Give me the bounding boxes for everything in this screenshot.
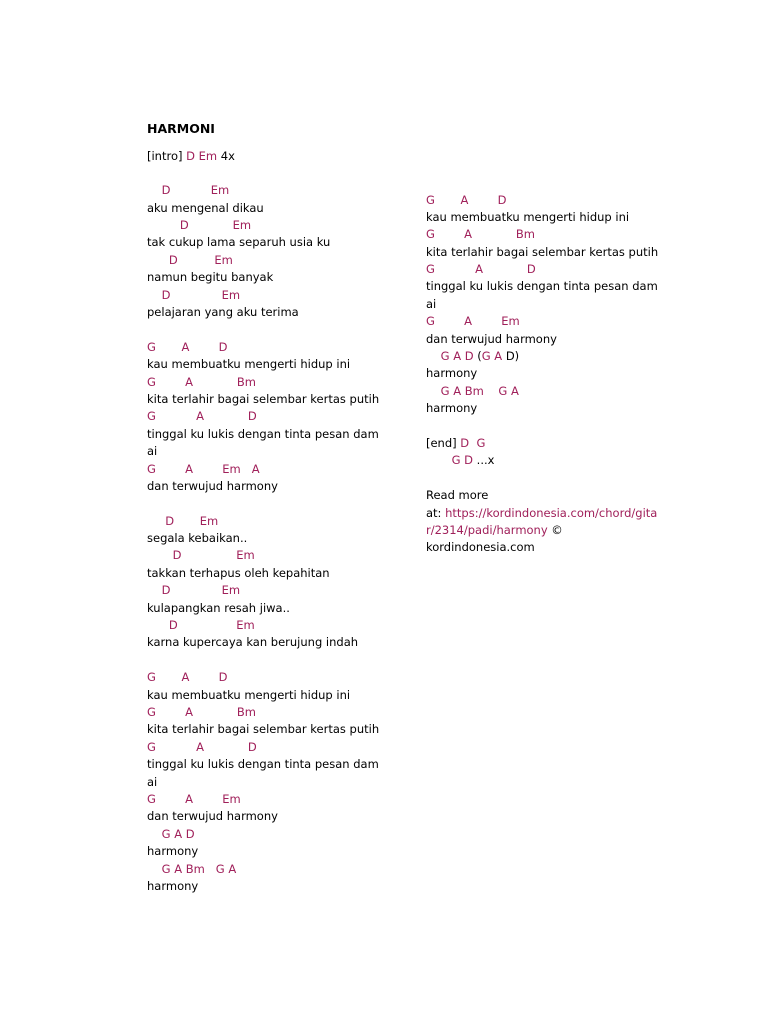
chord-line: G A D — [147, 826, 195, 841]
lyric-line: ai — [426, 296, 437, 311]
chord-line: G A D — [147, 670, 228, 685]
lyric-line: tak cukup lama separuh usia ku — [147, 235, 331, 250]
chord-text: D G — [460, 435, 486, 450]
plain-text: at: — [426, 505, 446, 520]
lyric-line: kita terlahir bagai selembar kertas putih — [147, 391, 380, 406]
chord-text: G A — [481, 349, 503, 364]
chord-line: G A Bm G A — [426, 383, 519, 398]
chord-line: G A D — [426, 192, 507, 207]
plain-text: ...x — [476, 453, 495, 468]
left-column — [147, 148, 417, 896]
lyric-line: kau membuatku mengerti hidup ini — [147, 687, 351, 702]
lyric-line: tinggal ku lukis dengan tinta pesan dam — [426, 279, 658, 294]
lyric-line: namun begitu banyak — [147, 270, 274, 285]
chord-line: D Em — [147, 183, 230, 198]
lyric-line: harmony — [426, 366, 478, 381]
lyric-line: Read more — [426, 488, 489, 503]
lyric-line: karna kupercaya kan berujung indah — [147, 635, 359, 650]
chord-text: G A D — [426, 349, 478, 364]
blank-line — [147, 321, 417, 338]
lyric-line: takkan terhapus oleh kepahitan — [147, 565, 330, 580]
lyric-line: ai — [147, 444, 158, 459]
mixed-line — [426, 522, 696, 539]
chord-line: G A D — [426, 262, 536, 277]
mixed-line — [426, 435, 696, 452]
lyric-line: kau membuatku mengerti hidup ini — [147, 357, 351, 372]
source-link[interactable]: https://kordindonesia.com/chord/gita — [445, 505, 658, 520]
chord-line: G A Bm — [426, 227, 535, 242]
blank-line — [147, 495, 417, 512]
chord-text: D Em — [186, 148, 218, 163]
lyric-line: tinggal ku lukis dengan tinta pesan dam — [147, 426, 379, 441]
chord-line: G A D — [147, 409, 257, 424]
lyric-line: kulapangkan resah jiwa.. — [147, 600, 290, 615]
lyric-line: kordindonesia.com — [426, 540, 535, 555]
mixed-line — [426, 452, 696, 469]
chord-line: G A D — [147, 739, 257, 754]
chord-line: D Em — [147, 513, 219, 528]
lyric-line: ai — [147, 774, 158, 789]
blank-line — [426, 470, 696, 487]
plain-text: © — [547, 522, 563, 537]
chord-line: G A Bm — [147, 705, 256, 719]
blank-line — [426, 418, 696, 435]
mixed-line — [426, 505, 696, 522]
mixed-line — [426, 348, 696, 365]
song-title: HARMONI — [147, 121, 215, 136]
lyric-line: kita terlahir bagai selembar kertas putih — [426, 244, 659, 259]
lyric-line: harmony — [147, 878, 199, 893]
chord-line: D Em — [147, 287, 241, 302]
plain-text: ( — [477, 349, 482, 364]
plain-text: 4x — [217, 148, 235, 163]
plain-text: [end] — [426, 435, 461, 450]
source-link[interactable]: r/2314/padi/harmony — [426, 522, 548, 537]
chord-text: G D — [426, 453, 477, 468]
chord-line: D Em — [147, 618, 255, 633]
blank-line — [147, 652, 417, 669]
chord-line: G A Bm G A — [147, 861, 237, 876]
lyric-line: kau membuatku mengerti hidup ini — [426, 209, 630, 224]
right-column — [426, 192, 696, 557]
chord-line: D Em — [147, 548, 255, 563]
chord-line: G A Em — [147, 791, 241, 806]
chord-line: G A D — [147, 339, 228, 354]
lyric-line: dan terwujud harmony — [147, 478, 278, 493]
lyric-line: tinggal ku lukis dengan tinta pesan dam — [147, 757, 379, 772]
blank-line — [147, 165, 417, 182]
chord-line: D Em — [147, 583, 241, 598]
lyric-line: harmony — [147, 844, 199, 859]
plain-text: [intro] — [147, 148, 187, 163]
lyric-line: dan terwujud harmony — [147, 809, 278, 824]
lyric-line: kita terlahir bagai selembar kertas putih — [147, 722, 380, 737]
lyric-line: aku mengenal dikau — [147, 200, 264, 215]
lyric-line: dan terwujud harmony — [426, 331, 557, 346]
lyric-line: segala kebaikan.. — [147, 531, 248, 546]
mixed-line — [147, 148, 417, 165]
lyric-line: pelajaran yang aku terima — [147, 305, 299, 320]
chord-line: G A Em A — [147, 461, 260, 476]
chord-line: D Em — [147, 252, 233, 267]
lyric-line: harmony — [426, 401, 478, 416]
chord-line: D Em — [147, 218, 252, 233]
plain-text: D) — [502, 349, 520, 364]
chord-line: G A Em — [426, 314, 520, 329]
chord-line: G A Bm — [147, 374, 256, 389]
